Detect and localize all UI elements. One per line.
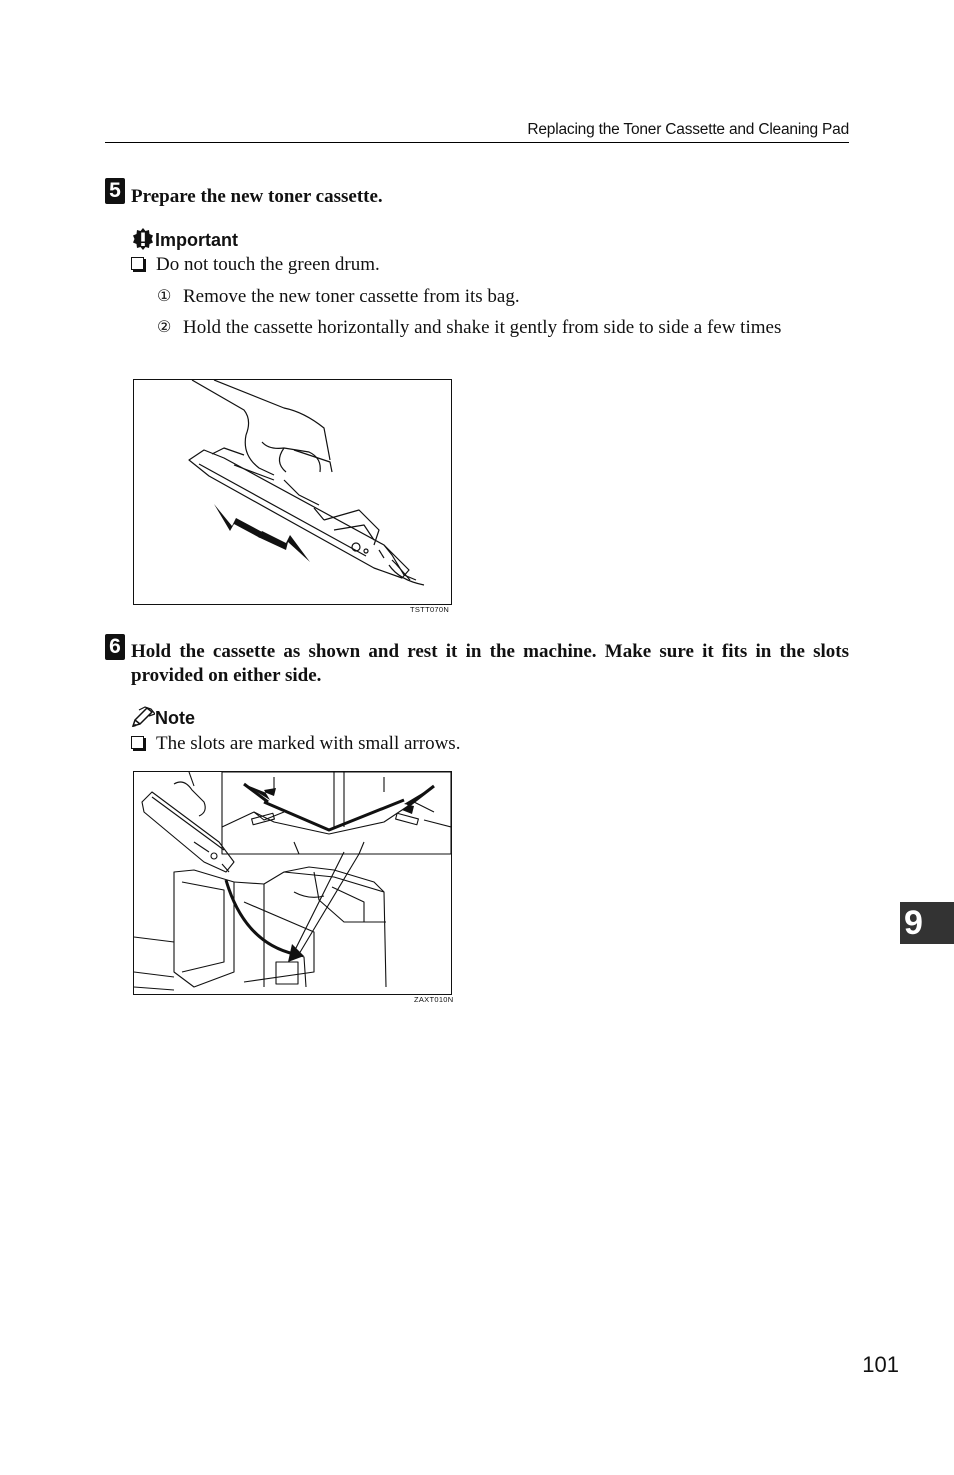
substep-2	[157, 316, 849, 340]
substep-2-text: Hold the cassette horizontally and shake it gently from side to side a few times	[183, 317, 782, 338]
step-5-badge: 5	[105, 178, 125, 204]
step-5-instruction: Prepare the new toner cassette.	[131, 186, 383, 207]
header-rule	[105, 142, 849, 143]
important-heading	[131, 227, 238, 251]
page-number: 101	[862, 1352, 899, 1377]
note-item	[131, 732, 460, 756]
figure-2-code: ZAXT010N	[414, 995, 454, 1004]
figure-1-code: TSTT070N	[410, 605, 450, 614]
important-item	[131, 253, 380, 277]
figure-insert-cassette	[133, 771, 452, 995]
note-heading	[131, 706, 195, 729]
shake-cassette-illustration	[134, 380, 451, 604]
running-header: Replacing the Toner Cassette and Cleaning Pad	[527, 121, 849, 138]
note-label: Note	[155, 708, 195, 728]
important-label: Important	[155, 230, 238, 250]
substep-1-text: Remove the new toner cassette from its bag.	[183, 286, 520, 307]
pencil-icon	[131, 706, 155, 728]
checkbox-icon	[131, 736, 144, 749]
important-item-text: Do not touch the green drum.	[156, 254, 380, 275]
chapter-tab: 9	[900, 902, 954, 944]
insert-cassette-illustration	[134, 772, 451, 994]
substep-1-marker: ①	[157, 288, 172, 305]
checkbox-icon	[131, 257, 144, 270]
important-icon	[131, 227, 155, 251]
note-item-text: The slots are marked with small arrows.	[156, 733, 461, 754]
step-6-instruction: Hold the cassette as shown and rest it in the machine. Make sure it fits in the slots provided on either side.	[131, 641, 849, 686]
step-6-badge: 6	[105, 634, 125, 660]
substep-2-marker: ②	[157, 319, 172, 336]
substep-1	[157, 285, 849, 309]
figure-shake-cassette	[133, 379, 452, 605]
